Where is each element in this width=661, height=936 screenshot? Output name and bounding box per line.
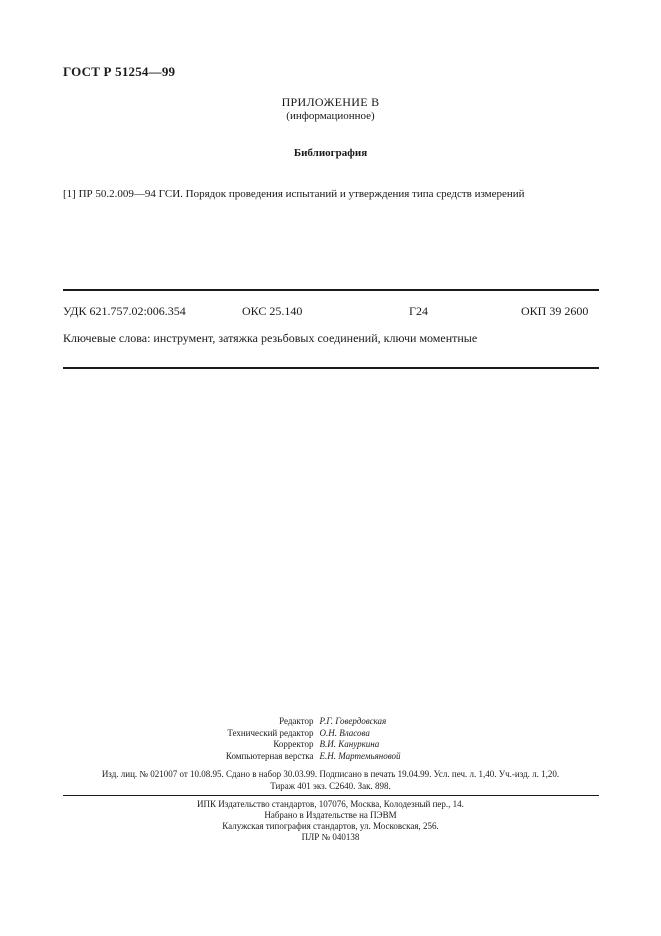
bibliography-title: Библиография (293, 147, 368, 159)
bibliography-entry: [1] ПР 50.2.009—94 ГСИ. Порядок проведения испытаний и утверждения типа средств измерений (63, 188, 525, 200)
staff-role: Компьютерная верстка (225, 750, 314, 761)
standard-header: ГОСТ Р 51254—99 (63, 64, 176, 79)
publisher-line: Набрано в Издательстве на ПЭВМ (264, 810, 397, 820)
divider-imprint (63, 795, 599, 796)
staff-credits (0, 716, 661, 762)
staff-line (0, 716, 661, 728)
print-info-line: Изд. лиц. № 021007 от 10.08.95. Сдано в набор 30.03.99. Подписано в печать 19.04.99. Усл. печ. л. 1,40. Уч.-изд. л. 1,20. (101, 769, 560, 779)
group-code: Г24 (409, 304, 428, 318)
staff-name: Е.Н. Мартемьяновой (319, 750, 401, 761)
staff-role: Технический редактор (227, 727, 314, 738)
staff-role: Корректор (273, 739, 314, 749)
staff-line (0, 751, 661, 763)
udk-code: УДК 621.757.02:006.354 (63, 304, 186, 318)
oks-code: ОКС 25.140 (242, 304, 303, 318)
divider-top (63, 289, 599, 291)
publisher-line: Калужская типография стандартов, ул. Московская, 256. (222, 821, 439, 831)
staff-line (0, 728, 661, 740)
appendix-subtitle: (информационное) (286, 110, 375, 122)
print-info-line: Тираж 401 экз. С2640. Зак. 898. (270, 781, 391, 791)
staff-name: Р.Г. Говердовская (319, 716, 387, 726)
staff-name: О.Н. Власова (319, 727, 370, 738)
publisher-line: ИПК Издательство стандартов, 107076, Москва, Колодезный пер., 14. (197, 799, 464, 809)
staff-line (0, 739, 661, 751)
staff-role: Редактор (279, 716, 314, 726)
divider-bottom (63, 367, 599, 369)
okp-code: ОКП 39 2600 (521, 304, 589, 318)
appendix-title: ПРИЛОЖЕНИЕ В (281, 95, 380, 109)
keywords: Ключевые слова: инструмент, затяжка резьбовых соединений, ключи моментные (63, 331, 478, 345)
staff-name: В.И. Кануркина (319, 739, 380, 749)
publisher-line: ПЛР № 040138 (301, 832, 360, 842)
